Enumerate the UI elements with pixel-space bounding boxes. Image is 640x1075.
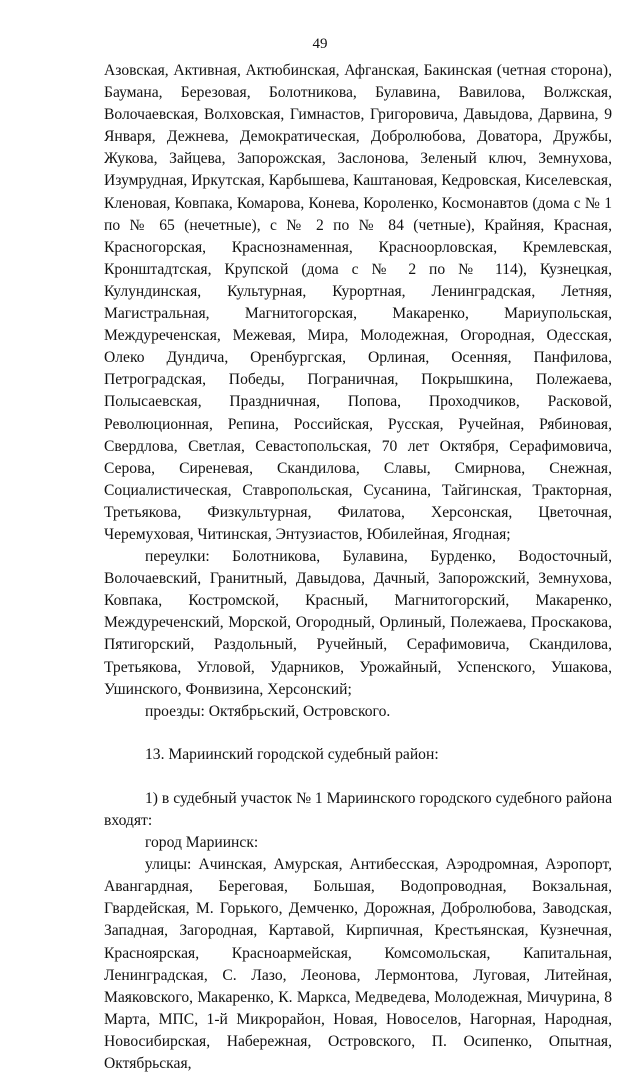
page-number: 49 <box>312 36 328 52</box>
lanes-list: переулки: Болотникова, Булавина, Бурденко, Водосточный, Волочаевский, Гранитный, Давыдова, Дачный, Запорожский, Земнухова, Ковпака, Костромской, Красный, Магнитогорский, Макаренко, Междуреченский, Морской, Огородный, Орлиный, Полежаева, Проскакова, Пятигорский, Раздольный, Ручейный, Серафимовича, Скандилова, Третьякова, Угловой, Ударников, Урожайный, Успенского, Ушакова, Ушинского, Фонвизина, Херсонский; <box>104 548 612 698</box>
streets-list-continued: Азовская, Активная, Актюбинская, Афганская, Бакинская (четная сторона), Баумана, Березовая, Болотникова, Булавина, Вавилова, Волжская, Волочаевская, Волховская, Гимнастов, Григоровича, Давыдова, Дарвина, 9 Января, Дежнева, Демократическая, Добролюбова, Доватора, Дружбы, Жукова, Зайцева, Запорожская, Заслонова, Зеленый ключ, Земнухова, Изумрудная, Иркутская, Карбышева, Каштановая, Кедровская, Киселевская, Кленовая, Ковпака, Комарова, Конева, Короленко, Космонавтов (дома с № 1 по № 65 (нечетные), с № 2 по № 84 (четные), Крайняя, Красная, Красногорская, Краснознаменная, Красноорловская, Кремлевская, Кронштадтская, Крупской (дома с № 2 по № 114), Кузнецкая, Кулундинская, Культурная, Курортная, Ленинградская, Летняя, Магистральная, Магнитогорская, Макаренко, Мариупольская, Междуреченская, Межевая, Мира, Молодежная, Огородная, Одесская, Олеко Дундича, Оренбургская, Орлиная, Осенняя, Панфилова, Петроградская, Победы, Пограничная, Покрышкина, Полежаева, Полысаевская, Праздничная, Попова, Проходчиков, Расковой, Революционная, Репина, Российская, Русская, Ручейная, Рябиновая, Свердлова, Светлая, Севастопольская, 70 лет Октября, Серафимовича, Серова, Сиреневая, Скандилова, Славы, Смирнова, Снежная, Социалистическая, Ставропольская, Сусанина, Тайгинская, Тракторная, Третьякова, Физкультурная, Филатова, Херсонская, Цветочная, Черемуховая, Читинская, Энтузиастов, Юбилейная, Ягодная; <box>104 62 612 543</box>
document-body <box>104 60 612 1075</box>
section-heading: 13. Мариинский городской судебный район: <box>145 745 439 763</box>
city-name: город Мариинск: <box>145 834 259 852</box>
city-streets-list: улицы: Ачинская, Амурская, Антибесская, Аэродромная, Аэропорт, Авангардная, Береговая, Большая, Водопроводная, Вокзальная, Гвардейская, М. Горького, Демченко, Дорожная, Добролюбова, Заводская, Западная, Загородная, Картавой, Кирпичная, Крестьянская, Кузнечная, Красноярская, Красноармейская, Комсомольская, Капитальная, Ленинградская, С. Лазо, Леонова, Лермонтова, Луговая, Литейная, Маяковского, Макаренко, К. Маркса, Медведева, Молодежная, Мичурина, 8 Марта, МПС, 1-й Микрорайон, Новая, Новоселов, Нагорная, Народная, Новосибирская, Набережная, Островского, П. Осипенко, Опытная, Октябрьская, <box>104 856 612 1073</box>
subsection-paragraph: 1) в судебный участок № 1 Мариинского городского судебного района входят: <box>104 789 612 829</box>
passages-list: проезды: Октябрьский, Островского. <box>145 702 391 720</box>
